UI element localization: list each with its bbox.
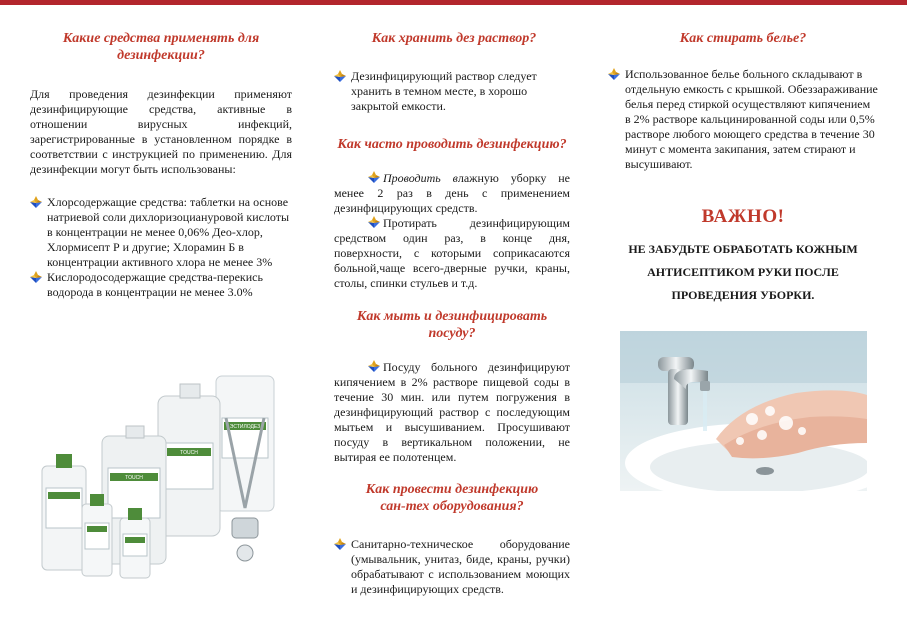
important-heading: ВАЖНО! xyxy=(701,206,785,227)
bullet-icon xyxy=(368,171,380,183)
hand-washing-photo xyxy=(620,331,867,491)
paragraph-wet-cleaning: Проводить влажную уборку не менее 2 раз в день с применением дезинфицирующих средств. xyxy=(334,171,570,215)
bullet-icon xyxy=(30,271,42,283)
bullet-icon xyxy=(334,538,346,550)
list-item xyxy=(334,537,570,597)
heading-what-to-use: Какие средства применять для дезинфекции? xyxy=(62,31,260,63)
disinfectant-products-image xyxy=(30,358,300,590)
top-rule xyxy=(0,0,907,5)
heading-how-often: Как часто проводить дезинфекцию? xyxy=(337,137,567,152)
hand-antiseptic-warning: НЕ ЗАБУДЬТЕ ОБРАБОТАТЬ КОЖНЫМ АНТИСЕПТИКОМ РУКИ ПОСЛЕ ПРОВЕДЕНИЯ УБОРКИ. xyxy=(628,242,858,302)
list-item-text: Дезинфицирующий раствор следует хранить в темном месте, в хорошо закрытой емкости. xyxy=(351,69,537,113)
paragraph-dishes: Посуду больного дезинфицируют кипячением в 2% растворе пищевой соды в течение 30 мин. или путем погружения в дезинфицирующий раствор с последующим мытьем и высушиванием. Просушивают посуду в вертикальном положении, не вытирая ее полотенцем. xyxy=(334,360,570,464)
list-item-text: Кислородосодержащие средства-перекись водорода в концентрации не менее 3.0% xyxy=(47,270,263,299)
list-item xyxy=(608,67,878,172)
bullet-icon xyxy=(334,70,346,82)
column-storage-and-cleaning xyxy=(334,30,570,597)
column-disinfectants xyxy=(30,30,292,300)
list-item-text: Хлорсодержащие средства: таблетки на основе натриевой соли дихлоризоциануровой кислоты в концентрации не менее 0,06% Део-хлор, Хлормисепт Р и другие; Хлорамин Б в концентрации активного хлора не менее 3% xyxy=(47,195,290,269)
list-item-text: Использованное белье больного складывают в отдельную емкость с крышкой. Обеззараживание белья перед стиркой осуществляют кипячением в 2% растворе кальцинированной соды или 0,5% растворе любого моющего средства в течение 30 минут с момента закипания, затем стирают и высушивают. xyxy=(625,67,878,171)
canister2-brand: TOUCH xyxy=(125,475,143,481)
canister-brand: TOUCH xyxy=(180,450,198,456)
heading-storage: Как хранить дез раствор? xyxy=(371,31,537,46)
column-laundry xyxy=(608,30,878,307)
bullet-icon xyxy=(608,68,620,80)
list-item-text: Санитарно-техническое оборудование (умывальник, унитаз, биде, краны, ручки) обрабатывают с использованием моющих и дезинфицирующих средств. xyxy=(351,537,570,596)
bullet-icon xyxy=(30,196,42,208)
bullet-icon xyxy=(368,216,380,228)
heading-laundry: Как стирать белье? xyxy=(679,31,807,46)
dispenser-label: ЭСТИЛОДЕЗ xyxy=(229,424,261,430)
list-item xyxy=(30,195,292,270)
heading-dishes: Как мыть и дезинфицировать посуду? xyxy=(356,309,548,341)
list-item xyxy=(334,69,570,114)
disinfectant-list xyxy=(30,195,292,300)
heading-sanitary: Как провести дезинфекцию сан-тех оборудования? xyxy=(365,482,539,514)
storage-list xyxy=(334,69,570,114)
sanitary-list xyxy=(334,537,570,597)
paragraph-wiping: Протирать дезинфицирующим средством один раз, в конце дня, поверхности, с которыми соприкасаются больной,чаще всего-дверные ручки, краны, столы, спинки стульев и т.д. xyxy=(334,216,570,290)
laundry-list xyxy=(608,67,878,172)
list-item xyxy=(30,270,292,300)
intro-paragraph: Для проведения дезинфекции применяют дезинфицирующие средства, активные в отношении вирусных инфекций, зарегистрированные в установленном порядке в соответствии с инструкцией по применению. Для дезинфекции могут быть использованы: xyxy=(30,87,292,176)
bullet-icon xyxy=(368,360,380,372)
